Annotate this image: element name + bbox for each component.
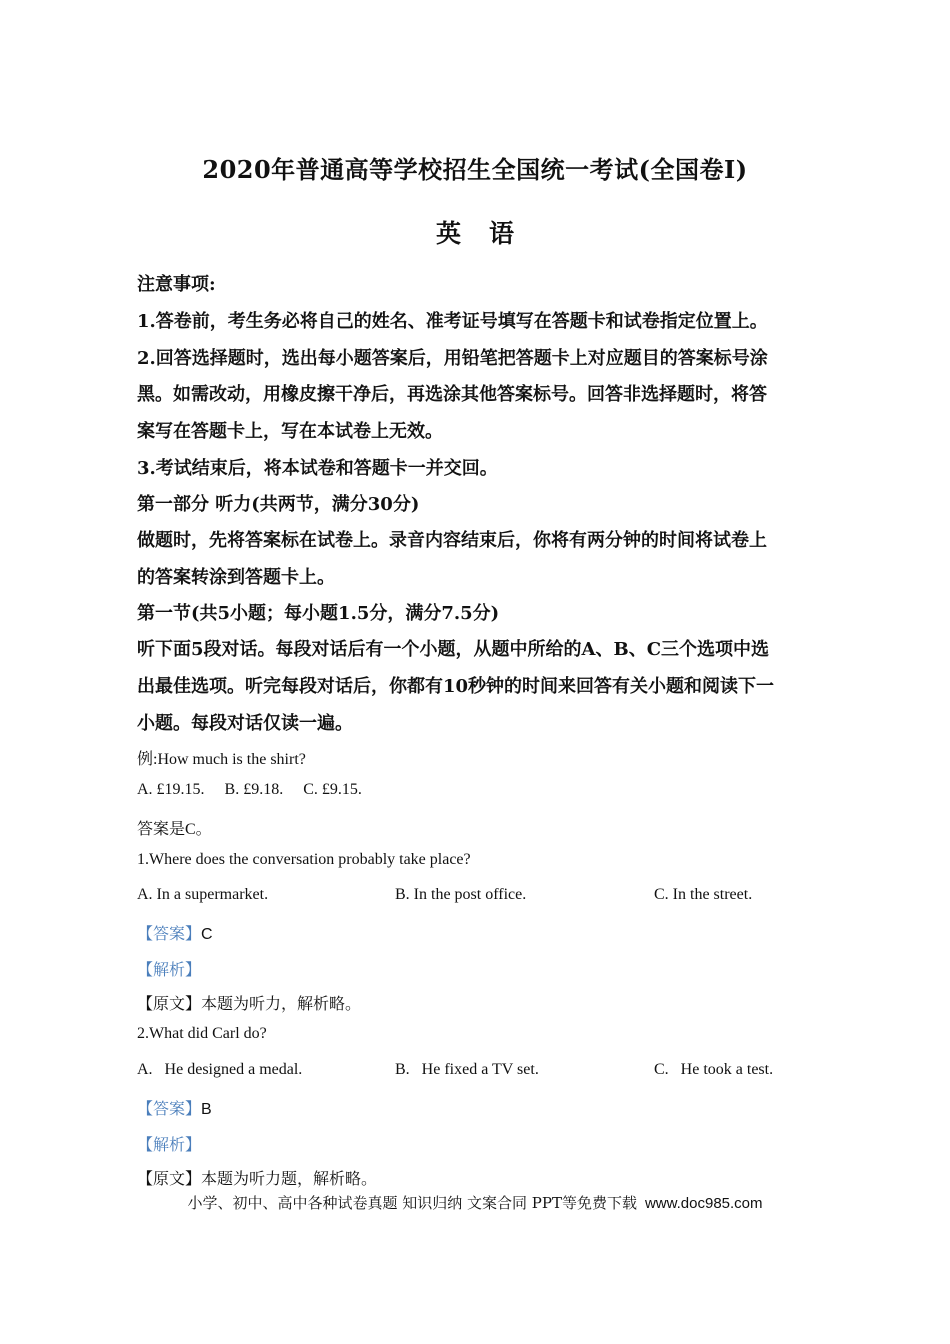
question-1-option-c: C. In the street. bbox=[654, 886, 753, 903]
analysis-label: 【解析】 bbox=[137, 960, 202, 979]
part1-instruction-1: 做题时，先将答案标在试卷上。录音内容结束后，你将有两分钟的时间将试卷上 bbox=[137, 530, 767, 551]
notice-line-3: 黑。如需改动，用橡皮擦干净后，再选涂其他答案标号。回答非选择题时，将答 bbox=[137, 384, 767, 405]
question-2-analysis bbox=[137, 1132, 201, 1155]
notice-line-5: 3.考试结束后，将本试卷和答题卡一并交回。 bbox=[137, 458, 498, 479]
question-1-option-b: B. In the post office. bbox=[395, 886, 527, 903]
answer-value: C bbox=[201, 926, 213, 943]
example-question: 例:How much is the shirt? bbox=[137, 751, 306, 768]
question-2-stem: 2.What did Carl do? bbox=[137, 1025, 267, 1042]
notice-heading: 注意事项: bbox=[137, 274, 216, 295]
question-2-answer bbox=[137, 1096, 212, 1119]
exam-title: 2020年普通高等学校招生全国统一考试(全国卷I) bbox=[202, 155, 748, 184]
source-label: 【原文】 bbox=[137, 994, 202, 1013]
question-1-analysis bbox=[137, 957, 201, 980]
section1-instruction-1: 听下面5段对话。每段对话后有一个小题，从题中所给的A、B、C三个选项中选 bbox=[137, 639, 770, 660]
question-1-option-a: A. In a supermarket. bbox=[137, 886, 269, 903]
footer-text: 小学、初中、高中各种试卷真题 知识归纳 文案合同 PPT等免费下载 bbox=[187, 1194, 637, 1212]
answer-label: 【答案】 bbox=[137, 924, 202, 943]
section1-instruction-3: 小题。每段对话仅读一遍。 bbox=[137, 713, 353, 734]
notice-line-1: 1.答卷前，考生务必将自己的姓名、准考证号填写在答题卡和试卷指定位置上。 bbox=[137, 311, 768, 332]
answer-label: 【答案】 bbox=[137, 1099, 202, 1118]
answer-value: B bbox=[201, 1101, 212, 1118]
part1-instruction-2: 的答案转涂到答题卡上。 bbox=[137, 567, 335, 588]
question-2-option-c: C. He took a test. bbox=[654, 1061, 774, 1078]
page-footer bbox=[0, 1192, 950, 1213]
source-text: 本题为听力，解析略。 bbox=[201, 994, 362, 1013]
source-text: 本题为听力题，解析略。 bbox=[201, 1169, 378, 1188]
question-1-stem: 1.Where does the conversation probably take place? bbox=[137, 851, 471, 868]
section1-heading: 第一节(共5小题；每小题1.5分，满分7.5分) bbox=[137, 603, 500, 624]
example-answer: 答案是C。 bbox=[137, 821, 212, 838]
example-options: A. £19.15. B. £9.18. C. £9.15. bbox=[137, 781, 362, 798]
question-2-source bbox=[137, 1166, 377, 1189]
question-2-option-b: B. He fixed a TV set. bbox=[395, 1061, 539, 1078]
footer-url[interactable]: www.doc985.com bbox=[644, 1195, 763, 1212]
question-1-source bbox=[137, 991, 361, 1014]
question-2-option-a: A. He designed a medal. bbox=[137, 1061, 303, 1078]
notice-line-4: 案写在答题卡上，写在本试卷上无效。 bbox=[137, 421, 443, 442]
part1-heading: 第一部分 听力(共两节，满分30分) bbox=[137, 494, 420, 515]
section1-instruction-2: 出最佳选项。听完每段对话后，你都有10秒钟的时间来回答有关小题和阅读下一 bbox=[137, 676, 775, 697]
source-label: 【原文】 bbox=[137, 1169, 202, 1188]
analysis-label: 【解析】 bbox=[137, 1135, 202, 1154]
notice-line-2: 2.回答选择题时，选出每小题答案后，用铅笔把答题卡上对应题目的答案标号涂 bbox=[137, 348, 768, 369]
exam-subject: 英语 bbox=[435, 219, 542, 248]
question-1-answer bbox=[137, 921, 213, 944]
